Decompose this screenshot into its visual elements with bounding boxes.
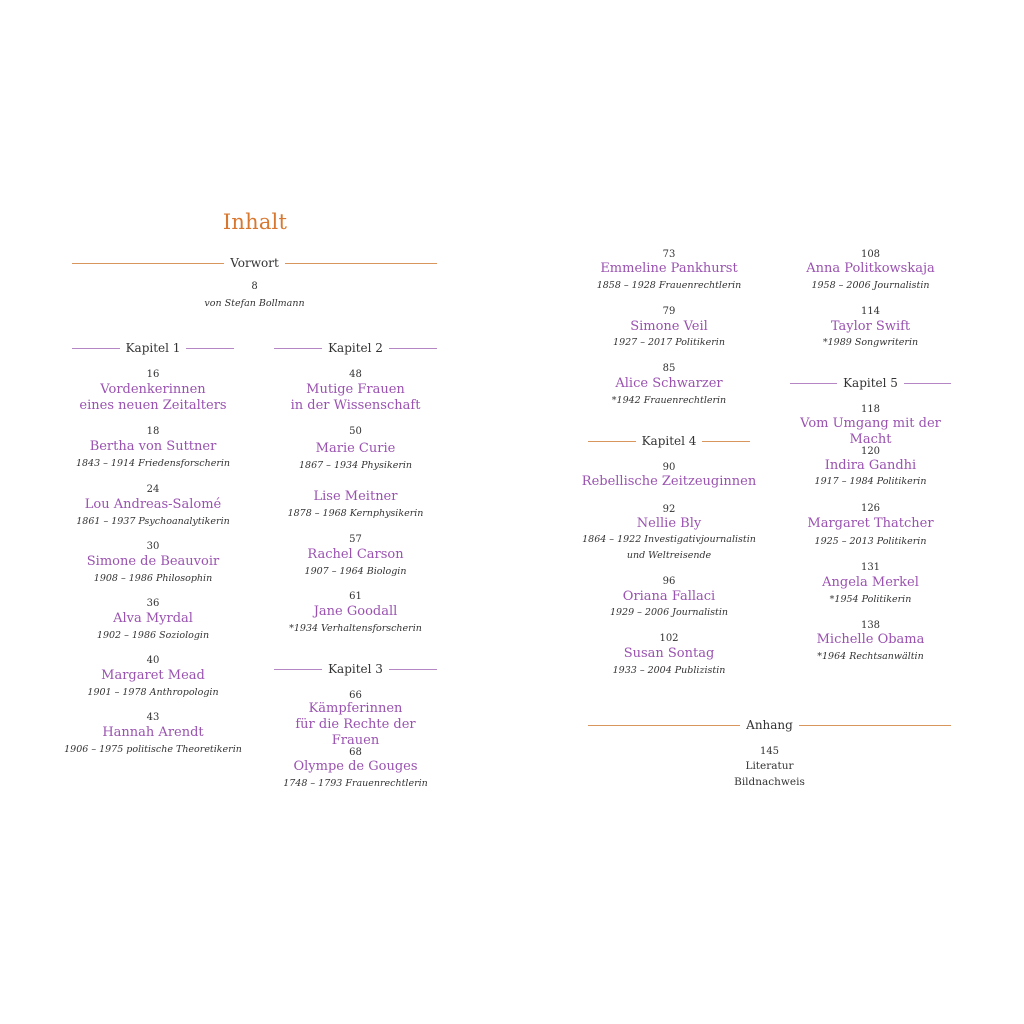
vorwort-label: Vorwort: [230, 256, 279, 270]
entry-name[interactable]: Oriana Fallaci: [622, 589, 716, 604]
rule-right: [285, 263, 437, 264]
entry-info: 1864 – 1922 Investigativjournalistin: [582, 534, 756, 545]
rule-left: [72, 348, 120, 349]
entry-page: 61: [349, 591, 362, 602]
entry-name[interactable]: Indira Gandhi: [824, 458, 917, 473]
kapitel-3-rule: [274, 662, 437, 676]
section-kapitel-2: [274, 341, 437, 641]
anhang-page: 145: [759, 746, 780, 757]
entry-name[interactable]: Alva Myrdal: [113, 611, 193, 626]
kapitel-3-label: Kapitel 3: [328, 662, 383, 676]
kapitel-3-page: 66: [349, 690, 362, 701]
entry-name[interactable]: Emmeline Pankhurst: [600, 261, 738, 276]
entry-name[interactable]: Rachel Carson: [307, 547, 404, 562]
entry-name[interactable]: Bertha von Suttner: [89, 439, 217, 454]
anhang-label: Anhang: [746, 718, 793, 732]
kapitel-3-title-line-2[interactable]: für die Rechte der Frauen: [295, 717, 416, 748]
vorwort-rule: [72, 256, 437, 270]
entry-name[interactable]: Nellie Bly: [636, 516, 702, 531]
rule-left: [790, 383, 837, 384]
entry-name[interactable]: Margaret Mead: [101, 668, 205, 683]
entry-info: *1954 Politikerin: [829, 594, 912, 605]
entry-page: 138: [860, 620, 881, 631]
entry-page: 36: [146, 598, 160, 609]
kapitel-5-page: 118: [860, 404, 881, 415]
entry-info: *1942 Frauenrechtlerin: [611, 395, 727, 406]
anhang-literatur[interactable]: Literatur: [745, 760, 794, 772]
entry-name[interactable]: Lou Andreas-Salomé: [84, 497, 222, 512]
kapitel-1-page: 16: [146, 369, 160, 380]
entry-page: 73: [662, 249, 676, 260]
entry-name[interactable]: Susan Sontag: [623, 646, 715, 661]
page-title: Inhalt: [222, 210, 288, 234]
entry-name[interactable]: Olympe de Gouges: [293, 759, 418, 774]
entry-name[interactable]: Marie Curie: [315, 441, 396, 456]
entry-info: 1933 – 2004 Publizistin: [612, 665, 726, 676]
entry-name[interactable]: Taylor Swift: [830, 319, 911, 334]
entry-info: 1867 – 1934 Physikerin: [298, 460, 413, 471]
entry-info: 1843 – 1914 Friedensforscherin: [75, 458, 231, 469]
section-kapitel-4-continued: [790, 248, 951, 358]
kapitel-4-label: Kapitel 4: [641, 434, 697, 448]
kapitel-2-title-line-1[interactable]: Mutige Frauen: [306, 382, 405, 397]
section-kapitel-4: [581, 434, 757, 684]
entry-name[interactable]: Hannah Arendt: [102, 725, 204, 740]
entry-page: 120: [860, 446, 881, 457]
section-kapitel-3-continued: [588, 248, 750, 418]
kapitel-1-title-line-1[interactable]: Vordenkerinnen: [100, 382, 206, 397]
anhang-rule: [588, 718, 951, 732]
entry-info: 1958 – 2006 Journalistin: [811, 280, 930, 291]
entry-page: 50: [349, 426, 362, 437]
entry-page: 79: [662, 306, 676, 317]
entry-page: 131: [860, 562, 881, 573]
entry-info: 1907 – 1964 Biologin: [304, 566, 407, 577]
entry-info: 1861 – 1937 Psychoanalytikerin: [76, 516, 230, 527]
entry-name[interactable]: Angela Merkel: [822, 575, 919, 590]
rule-left: [274, 348, 322, 349]
kapitel-4-title[interactable]: Rebellische Zeitzeuginnen: [581, 474, 757, 489]
kapitel-2-label: Kapitel 2: [328, 341, 383, 355]
entry-name[interactable]: Anna Politkowskaja: [806, 261, 935, 276]
vorwort-page: 8: [251, 281, 258, 292]
entry-page: 57: [349, 534, 362, 545]
entry-page: 43: [146, 712, 160, 723]
kapitel-5-rule: [790, 376, 951, 390]
entry-page: 18: [146, 426, 160, 437]
kapitel-3-title-line-1[interactable]: Kämpferinnen: [308, 701, 403, 716]
entry-name[interactable]: Simone de Beauvoir: [86, 554, 220, 569]
entry-page: 24: [146, 484, 160, 495]
entry-page: 40: [146, 655, 160, 666]
section-kapitel-1: [64, 341, 242, 761]
rule-left: [588, 725, 740, 726]
entry-name[interactable]: Alice Schwarzer: [615, 376, 723, 391]
entry-name[interactable]: Simone Veil: [630, 319, 708, 334]
entry-info: 1925 – 2013 Politikerin: [814, 536, 927, 547]
entry-page: 126: [860, 503, 881, 514]
kapitel-1-title-line-2[interactable]: eines neuen Zeitalters: [79, 398, 227, 413]
entry-info-2: und Weltreisende: [626, 550, 712, 561]
entry-info: *1964 Rechtsanwältin: [817, 651, 924, 662]
rule-right: [799, 725, 951, 726]
section-kapitel-3: [274, 662, 437, 802]
rule-right: [702, 441, 750, 442]
rule-right: [186, 348, 234, 349]
anhang-bildnachweis[interactable]: Bildnachweis: [734, 776, 805, 788]
rule-right: [389, 348, 437, 349]
section-kapitel-5: [790, 376, 951, 676]
kapitel-1-label: Kapitel 1: [125, 341, 181, 355]
kapitel-5-title[interactable]: Vom Umgang mit der Macht: [800, 416, 941, 447]
kapitel-1-rule: [72, 341, 234, 355]
entry-info: 1902 – 1986 Soziologin: [96, 630, 210, 641]
entry-page: 92: [662, 504, 676, 515]
entry-name[interactable]: Lise Meitner: [313, 489, 398, 504]
rule-left: [72, 263, 224, 264]
entry-page: 108: [860, 249, 881, 260]
entry-page: 114: [860, 306, 881, 317]
entry-name[interactable]: Michelle Obama: [816, 632, 925, 647]
entry-page: 30: [146, 541, 160, 552]
entry-info: *1934 Verhaltensforscherin: [289, 623, 422, 634]
entry-info: 1927 – 2017 Politikerin: [613, 337, 725, 348]
entry-page: 102: [659, 633, 679, 644]
rule-right: [904, 383, 951, 384]
entry-info: *1989 Songwriterin: [822, 337, 919, 348]
entry-info: 1878 – 1968 Kernphysikerin: [287, 508, 424, 519]
entry-info: 1908 – 1986 Philosophin: [93, 573, 213, 584]
entry-info: 1858 – 1928 Frauenrechtlerin: [596, 280, 742, 291]
entry-info: 1906 – 1975 politische Theoretikerin: [64, 744, 242, 755]
kapitel-4-rule: [588, 434, 750, 448]
kapitel-5-label: Kapitel 5: [843, 376, 898, 390]
kapitel-4-page: 90: [662, 462, 676, 473]
rule-left: [588, 441, 636, 442]
entry-info: 1901 – 1978 Anthropologin: [87, 687, 219, 698]
rule-left: [274, 669, 322, 670]
entry-info: 1748 – 1793 Frauenrechtlerin: [283, 778, 428, 789]
vorwort-author: von Stefan Bollmann: [204, 298, 305, 309]
entry-info: 1929 – 2006 Journalistin: [609, 607, 729, 618]
rule-right: [389, 669, 437, 670]
entry-info: 1917 – 1984 Politikerin: [814, 476, 927, 487]
entry-page: 68: [349, 747, 362, 758]
entry-page: 96: [662, 576, 676, 587]
kapitel-2-page: 48: [349, 369, 362, 380]
entry-page: 85: [662, 363, 676, 374]
section-vorwort: [72, 256, 437, 316]
kapitel-2-title-line-2[interactable]: in der Wissenschaft: [290, 398, 421, 413]
entry-name[interactable]: Jane Goodall: [313, 604, 398, 619]
section-anhang: [588, 718, 951, 798]
entry-name[interactable]: Margaret Thatcher: [807, 516, 934, 531]
kapitel-2-rule: [274, 341, 437, 355]
